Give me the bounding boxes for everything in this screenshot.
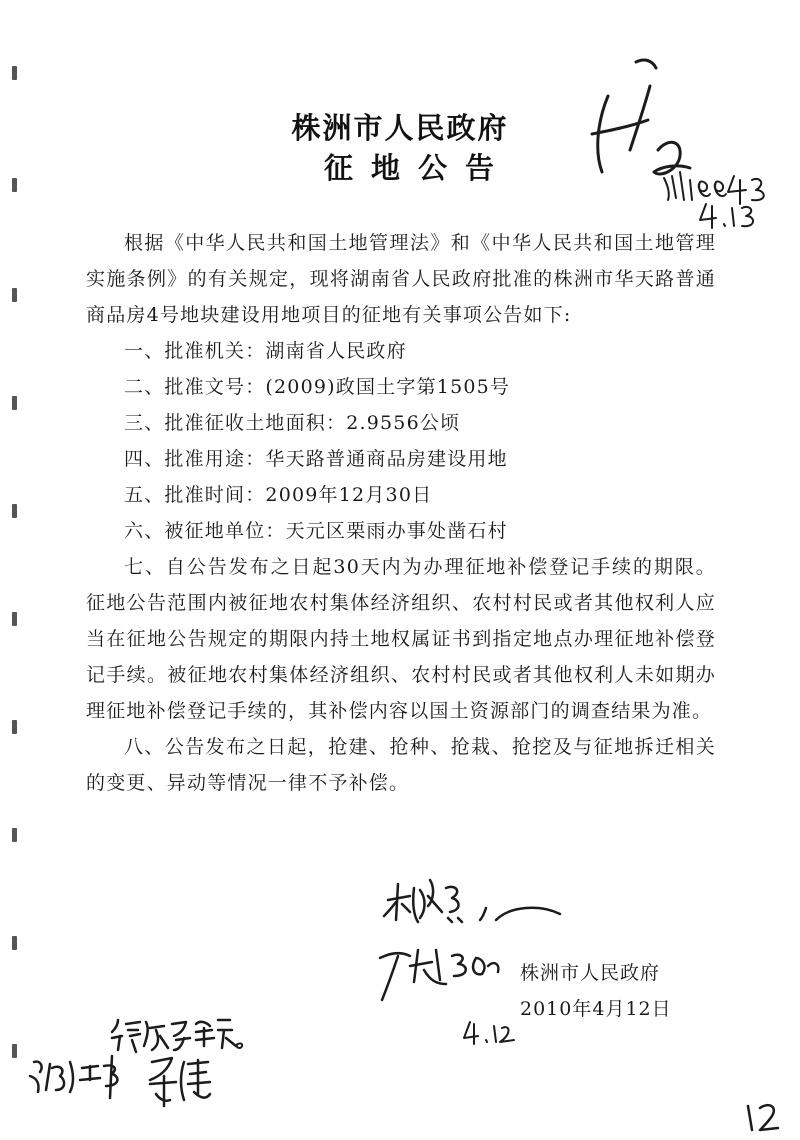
item-expropriated-unit: 六、被征地单位：天元区栗雨办事处凿石村: [124, 520, 508, 542]
intro-paragraph: 根据《中华人民共和国土地管理法》和《中华人民共和国土地管理实施条例》的有关规定，现将湖南省人民政府批准的株洲市华天路普通商品房4号地块建设用地项目的征地有关事项公告如下:: [86, 232, 716, 326]
notice-title: 征地公告: [323, 151, 512, 185]
handwritten-top-right-note: [592, 60, 764, 228]
handwritten-signature-1: [384, 880, 560, 922]
item-land-use: 四、批准用途：华天路普通商品房建设用地: [124, 448, 508, 470]
signature-issuer: 株洲市人民政府: [520, 962, 661, 984]
handwritten-bottom-left-note: [112, 1020, 242, 1052]
clause-registration-period: 七、自公告发布之日起30天内为办理征地补偿登记手续的期限。征地公告范围内被征地农村集体经济组织、农村村民或者其他权利人应当在征地公告规定的期限内持土地权属证书到指定地点办理征地补偿登记手续。被征地农村集体经济组织、农村村民或者其他权利人未如期办理征地补偿登记手续的，其补偿内容以国土资源部门的调查结果为准。: [86, 556, 716, 722]
signature-date: 2010年4月12日: [520, 998, 672, 1020]
clause-no-compensation: 八、公告发布之日起，抢建、抢种、抢栽、抢挖及与征地拆迁相关的变更、异动等情况一律不予补偿。: [86, 736, 716, 794]
item-approval-date: 五、批准时间：2009年12月30日: [124, 484, 433, 506]
handwritten-bottom-left-signature: [30, 1056, 210, 1106]
item-approval-authority: 一、批准机关：湖南省人民政府: [124, 340, 407, 362]
handwritten-page-number: [748, 1105, 778, 1130]
item-approval-number: 二、批准文号：(2009)政国土字第1505号: [124, 376, 511, 398]
item-land-area: 三、批准征收土地面积：2.9556公顷: [124, 412, 461, 434]
issuer-heading: 株洲市人民政府: [291, 111, 509, 145]
handwritten-signature-2: [380, 950, 514, 1044]
